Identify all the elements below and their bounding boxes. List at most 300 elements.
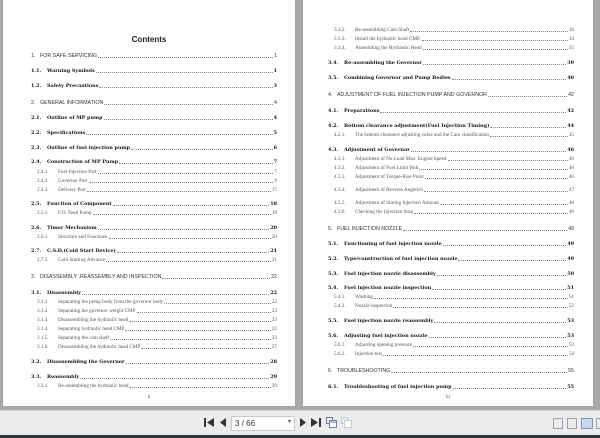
- toc-entry-title: Re-assembling the hydraulic head: [58, 383, 129, 389]
- toc-entry-number: 2.3.: [31, 145, 42, 151]
- dot-leader: [126, 362, 270, 364]
- toc-entry-section[interactable]: [31, 68, 277, 74]
- toc-entry-page: 1: [274, 53, 277, 59]
- page-number-select[interactable]: [231, 416, 295, 431]
- toc-entry-number: 3.1.3.: [37, 317, 49, 323]
- dot-leader: [490, 126, 566, 128]
- toc-entry-page: 28: [270, 359, 277, 365]
- toc-entry-title: Reassembly: [47, 374, 80, 380]
- dot-leader: [119, 162, 272, 164]
- dot-leader: [380, 111, 566, 113]
- toc-entry-page: 20: [271, 234, 277, 240]
- toc-entry-sub[interactable]: [328, 200, 574, 206]
- dot-leader: [137, 311, 271, 313]
- toc-entry-title: FOR SAFE SERVICING: [40, 53, 98, 59]
- dot-leader: [98, 56, 273, 58]
- toc-entry-number: 5.1.: [328, 241, 339, 247]
- toc-entry-title: Checking the Injection Stop: [355, 209, 414, 215]
- toc-entry-page: 53: [567, 318, 574, 324]
- toc-entry-sub[interactable]: [328, 165, 574, 171]
- page-number-footer: ii: [147, 395, 151, 400]
- dot-leader: [437, 274, 567, 276]
- toc-entry-section[interactable]: [328, 271, 574, 277]
- toc-entry-number: 5.3.: [328, 271, 339, 277]
- toc-entry-number: 4.2.1.: [334, 132, 346, 138]
- toc-entry-number: 6.: [328, 368, 333, 374]
- dot-leader: [423, 48, 568, 50]
- toc-entry-title: The bottom clearance adjusting value and the Cam classification: [355, 132, 489, 138]
- dot-leader: [423, 63, 566, 65]
- go-forward-view-button[interactable]: [340, 417, 352, 431]
- toc-entry-page: 48: [568, 209, 574, 215]
- dot-leader: [422, 39, 568, 41]
- toc-entry-title: Combining Governor and Pump Bodies: [344, 75, 451, 81]
- dot-leader: [374, 297, 568, 299]
- dot-leader: [141, 347, 270, 349]
- forward-view-icon: [341, 417, 352, 431]
- single-page-view-button[interactable]: [553, 418, 563, 429]
- toc-entry-page: 42: [567, 108, 574, 114]
- first-page-button[interactable]: [203, 417, 215, 431]
- toc-entry-number: 4.3.6.: [334, 209, 346, 215]
- toc-entry-number: 5.6.1.: [334, 342, 346, 348]
- toc-entry-sub[interactable]: [31, 210, 277, 216]
- toc-entry-title: Adjustment of Fuel Limit Bolt: [355, 165, 419, 171]
- toc-entry-page: 30: [568, 27, 574, 33]
- toc-entry-page: 51: [567, 285, 574, 291]
- toc-entry-number: 4.3.4.: [334, 187, 346, 193]
- toc-entry-title: Nozzle inspection: [355, 303, 393, 309]
- toc-entry-number: 3.3.: [31, 374, 42, 380]
- toc-entry-page: 22: [270, 290, 277, 296]
- toc-entry-sub[interactable]: [328, 342, 574, 348]
- toc-entry-title: Outline of MP pump: [47, 115, 103, 121]
- page-number-value: 3 / 66: [235, 419, 256, 428]
- go-back-view-button[interactable]: [325, 417, 337, 431]
- toc-entry-number: 5.4.1.: [334, 294, 346, 300]
- toc-entry-section[interactable]: [328, 285, 574, 291]
- dot-leader: [96, 71, 273, 73]
- toc-entry-title: Disassembling the hydraulic head CMP: [58, 344, 141, 350]
- dot-leader: [414, 212, 568, 214]
- toc-entry-section[interactable]: [328, 75, 574, 81]
- toc-entry-sub[interactable]: [328, 294, 574, 300]
- toc-entry-title: Timer Mechanism: [47, 225, 97, 231]
- toc-entry-page: 55: [567, 384, 574, 390]
- toc-entry-title: Separating the pump body from the governor body: [58, 299, 164, 305]
- toc-entry-section[interactable]: [31, 225, 277, 231]
- toc-entry-title: Separating the governor weight CMP: [58, 308, 136, 314]
- toc-entry-section[interactable]: [31, 159, 277, 165]
- toc-entry-chapter[interactable]: [31, 100, 277, 106]
- toc-entry-number: 5.2.: [328, 256, 339, 262]
- dot-leader: [432, 288, 566, 290]
- toc-entry-title: Assembling the Hydraulic Head: [355, 45, 422, 51]
- back-view-icon: [326, 417, 337, 431]
- toc-entry-number: 2.4.: [31, 159, 42, 165]
- toc-entry-number: 2.4.2.: [37, 178, 49, 184]
- toc-entry-sub[interactable]: [31, 257, 277, 263]
- toc-entry-number: 4.2.: [328, 123, 339, 129]
- toc-entry-page: 18: [270, 201, 277, 207]
- dot-leader: [110, 338, 271, 340]
- toc-entry-section[interactable]: [31, 83, 277, 89]
- next-page-icon: [300, 418, 306, 430]
- toc-entry-page: 21: [270, 248, 277, 254]
- toc-entry-sub[interactable]: [31, 326, 277, 332]
- toc-entry-section[interactable]: [328, 123, 574, 129]
- toc-entry-page: 29: [271, 383, 277, 389]
- toc-entry-page: 4: [274, 100, 277, 106]
- dot-leader: [411, 150, 566, 152]
- toc-entry-title: Adjustment of Reverse Angleich: [355, 187, 423, 193]
- toc-entry-sub[interactable]: [328, 36, 574, 42]
- toc-entry-page: 54: [568, 351, 574, 357]
- toc-entry-sub[interactable]: [328, 303, 574, 309]
- toc-entry-title: Re-assembling the Governor: [344, 60, 422, 66]
- toc-entry-page: 49: [568, 226, 574, 232]
- dot-leader: [86, 133, 272, 135]
- toc-entry-page: 53: [568, 342, 574, 348]
- dot-leader: [98, 228, 270, 230]
- toc-entry-number: 3.: [31, 274, 36, 280]
- toc-entry-title: Troubleshooting of fuel injection pump: [344, 384, 452, 390]
- toc-entry-page: 49: [567, 256, 574, 262]
- toc-entry-section[interactable]: [31, 201, 277, 207]
- toc-entry-page: 48: [568, 200, 574, 206]
- toc-entry-section[interactable]: [328, 333, 574, 339]
- viewer-toolbar: [0, 410, 600, 438]
- toc-entry-title: ADJUSTMENT OF FUEL INJECTION PUMP AND GOVERNOR: [337, 92, 487, 98]
- toc-entry-page: 1: [273, 68, 277, 74]
- toc-entry-sub[interactable]: [31, 234, 277, 240]
- dot-leader: [129, 320, 271, 322]
- toc-entry-page: 52: [568, 303, 574, 309]
- toc-entry-number: 4.3.3.: [334, 174, 346, 180]
- dot-leader: [99, 86, 272, 88]
- toc-entry-chapter[interactable]: [328, 368, 574, 374]
- toc-entry-number: 3.1.: [31, 290, 42, 296]
- toc-entry-page: 27: [271, 344, 277, 350]
- toc-entry-title: Function of Component: [47, 201, 112, 207]
- dot-leader: [82, 293, 269, 295]
- page-title: Contents: [131, 35, 167, 44]
- dot-leader: [419, 168, 567, 170]
- toc-entry-section[interactable]: [328, 384, 574, 390]
- dot-leader: [424, 190, 568, 192]
- toc-entry-number: 3.4.: [328, 60, 339, 66]
- toc-entry-title: Fuel Injection Part: [58, 169, 97, 175]
- first-page-icon: [204, 418, 214, 430]
- dot-leader: [383, 354, 568, 356]
- toc-entry-title: Bottom clearance adjustment(Fuel Injection Timing): [344, 123, 490, 129]
- toc-entry-sub[interactable]: [31, 383, 277, 389]
- page-ii: [3, 0, 295, 406]
- dot-leader: [443, 244, 567, 246]
- toc-entry-title: Adjustment of Torque-Rise Point: [355, 174, 424, 180]
- toc-entry-chapter[interactable]: [328, 226, 574, 232]
- toc-entry-number: 4.3.5.: [334, 200, 346, 206]
- toc-entry-page: 21: [271, 257, 277, 263]
- toc-entry-title: Fuel injection nozzle inspection: [344, 285, 432, 291]
- toc-entry-number: 2.5.1.: [37, 210, 49, 216]
- toc-entry-section[interactable]: [31, 145, 277, 151]
- toc-entry-number: 4.: [328, 92, 333, 98]
- toc-entry-page: 51: [568, 294, 574, 300]
- toc-entry-sub[interactable]: [31, 187, 277, 193]
- toc-entry-number: 5.6.: [328, 333, 339, 339]
- next-page-button[interactable]: [298, 417, 308, 431]
- toc-entry-sub[interactable]: [328, 27, 574, 33]
- toc-entry-number: 5.6.2.: [334, 351, 346, 357]
- toc-entry-title: Injection test: [355, 351, 382, 357]
- toc-entry-title: Separating hydraulic head CMP: [58, 326, 125, 332]
- toc-entry-section[interactable]: [328, 147, 574, 153]
- dot-leader: [452, 78, 567, 80]
- toc-entry-number: 2.6.: [31, 225, 42, 231]
- dot-leader: [89, 181, 274, 183]
- toc-entry-section[interactable]: [328, 241, 574, 247]
- toc-entry-title: GENERAL INFORMATION: [40, 100, 104, 106]
- toc-entry-title: Separating the cam shaft: [58, 335, 110, 341]
- toc-entry-number: 3.5.: [328, 75, 339, 81]
- last-page-button[interactable]: [310, 417, 322, 431]
- toc-entry-chapter[interactable]: [31, 274, 277, 280]
- toc-entry-number: 2.7.1.: [37, 257, 49, 263]
- dot-leader: [440, 203, 568, 205]
- toc-entry-number: 3.3.4.: [334, 45, 346, 51]
- toc-entry-number: 2.7.: [31, 248, 42, 254]
- toc-entry-title: Specifications: [47, 130, 86, 136]
- toc-entry-title: C.S.D.(Cold Start Device): [47, 248, 116, 254]
- toc-entry-page: 44: [567, 123, 574, 129]
- toc-entry-chapter[interactable]: [31, 53, 277, 59]
- dot-leader: [117, 251, 269, 253]
- toc-entry-section[interactable]: [31, 248, 277, 254]
- toc-entry-section[interactable]: [328, 108, 574, 114]
- toc-entry-number: 3.1.2.: [37, 308, 49, 314]
- toc-entry-number: 3.2.: [31, 359, 42, 365]
- toc-entry-page: 55: [568, 368, 574, 374]
- previous-page-button[interactable]: [218, 417, 228, 431]
- toc-entry-title: Fuel injection nozzle reassembly: [344, 318, 434, 324]
- toc-entry-sub[interactable]: [31, 308, 277, 314]
- dot-leader: [403, 229, 567, 231]
- dot-leader: [458, 259, 566, 261]
- toc-entry-page: 29: [270, 374, 277, 380]
- toc-entry-page: 23: [271, 308, 277, 314]
- toc-entry-number: 5.4.2.: [334, 303, 346, 309]
- toc-entry-page: 47: [568, 187, 574, 193]
- toc-entry-page: 46: [568, 156, 574, 162]
- toc-entry-title: Adjustment of Governor: [344, 147, 410, 153]
- dot-leader: [164, 302, 270, 304]
- toc-entry-number: 4.3.2.: [334, 165, 346, 171]
- toc-entry-page: 50: [567, 271, 574, 277]
- toc-entry-page: 20: [270, 225, 277, 231]
- dot-leader: [410, 30, 568, 32]
- toc-entry-page: 22: [271, 274, 277, 280]
- toc-entry-page: 8: [274, 178, 277, 184]
- toc-entry-section[interactable]: [31, 359, 277, 365]
- toc-entry-sub[interactable]: [31, 335, 277, 341]
- toc-entry-sub[interactable]: [31, 317, 277, 323]
- toc-entry-title: Governor Part: [58, 178, 88, 184]
- toc-entry-title: Adjusting opening pressure: [355, 342, 413, 348]
- dot-leader: [434, 321, 566, 323]
- toc-entry-section[interactable]: [328, 60, 574, 66]
- dot-leader: [98, 172, 274, 174]
- toc-entry-page: 46: [568, 174, 574, 180]
- toc-entry-page: 22: [271, 299, 277, 305]
- toc-entry-page: 7: [273, 159, 277, 165]
- toc-entry-title: Disassembling the Governor: [47, 359, 125, 365]
- toc-entry-section[interactable]: [328, 256, 574, 262]
- dot-leader: [125, 329, 270, 331]
- toc-entry-title: Disassembly: [47, 290, 81, 296]
- toc-entry-page: 17: [271, 187, 277, 193]
- toc-entry-section[interactable]: [31, 290, 277, 296]
- toc-entry-number: 3.1.5.: [37, 335, 49, 341]
- toc-entry-page: 23: [271, 317, 277, 323]
- toc-entry-number: 2.: [31, 100, 36, 106]
- toc-entry-sub[interactable]: [328, 209, 574, 215]
- dot-leader: [429, 336, 567, 338]
- toc-entry-sub[interactable]: [328, 156, 574, 162]
- toc-entry-page: 49: [567, 241, 574, 247]
- dot-leader: [129, 386, 270, 388]
- toc-entry-page: 40: [567, 75, 574, 81]
- toc-entry-number: 2.2.: [31, 130, 42, 136]
- toc-entry-title: Safety Precautions: [47, 83, 99, 89]
- toc-entry-section[interactable]: [31, 374, 277, 380]
- toc-entry-title: Adjustment of Staring Injection Amount: [355, 200, 439, 206]
- toc-entry-page: 34: [568, 36, 574, 42]
- toc-entry-page: 53: [567, 333, 574, 339]
- dot-leader: [490, 135, 568, 137]
- toc-entry-number: 6.1.: [328, 384, 339, 390]
- dot-leader: [87, 190, 271, 192]
- dot-leader: [131, 148, 273, 150]
- toc-entry-title: Construction of MP Pump: [47, 159, 119, 165]
- page-iii: [303, 0, 593, 406]
- dot-leader: [93, 213, 271, 215]
- dot-leader: [425, 177, 568, 179]
- toc-entry-title: Delivery Part: [58, 187, 86, 193]
- toc-entry-number: 2.4.1.: [37, 169, 49, 175]
- toc-entry-number: 3.1.4.: [37, 326, 49, 332]
- toc-entry-sub[interactable]: [328, 351, 574, 357]
- toc-entry-sub[interactable]: [328, 187, 574, 193]
- toc-entry-sub[interactable]: [328, 45, 574, 51]
- page-number-footer: iii: [445, 395, 451, 400]
- toc-entry-title: Washing: [355, 294, 374, 300]
- dot-leader: [453, 387, 567, 389]
- dot-leader: [162, 277, 270, 279]
- toc-entry-number: 1.: [31, 53, 36, 59]
- toc-entry-title: Adjusting fuel injection nozzle: [344, 333, 428, 339]
- chevron-down-icon[interactable]: ▾: [287, 419, 291, 425]
- dot-leader: [80, 377, 269, 379]
- dot-leader: [413, 345, 568, 347]
- toc-entry-page: 42: [568, 92, 574, 98]
- toc-entry-sub[interactable]: [31, 344, 277, 350]
- toc-entry-page: 5: [273, 130, 277, 136]
- toc-entry-sub[interactable]: [31, 169, 277, 175]
- dot-leader: [393, 306, 568, 308]
- toc-entry-number: 1.2.: [31, 83, 42, 89]
- toc-entry-title: Preparations: [344, 108, 380, 114]
- toc-entry-number: 5.: [328, 226, 333, 232]
- toc-entry-number: 4.1.: [328, 108, 339, 114]
- previous-page-icon: [220, 418, 226, 430]
- toc-entry-page: 4: [273, 115, 277, 121]
- toc-entry-title: TROUBLESHOOTING: [337, 368, 391, 374]
- dot-leader: [106, 260, 271, 262]
- toc-entry-title: Fuel injection nozzle disassembly: [344, 271, 436, 277]
- toc-entry-number: 3.3.3.: [334, 36, 346, 42]
- toc-entry-title: Type/construction of fuel injection nozzle: [344, 256, 458, 262]
- toc-entry-title: F.O. Feed Pump: [58, 210, 92, 216]
- dot-leader: [448, 159, 568, 161]
- toc-entry-number: 3.3.1.: [37, 383, 49, 389]
- toc-entry-chapter[interactable]: [328, 92, 574, 98]
- last-page-icon: [311, 418, 321, 430]
- toc-entry-sub[interactable]: [31, 178, 277, 184]
- continuous-view-button[interactable]: [567, 418, 577, 429]
- toc-entry-page: 45: [568, 132, 574, 138]
- dot-leader: [109, 237, 271, 239]
- toc-entry-page: 23: [271, 335, 277, 341]
- toc-entry-page: 46: [567, 147, 574, 153]
- toc-entry-sub[interactable]: [31, 299, 277, 305]
- toc-entry-page: 23: [271, 326, 277, 332]
- toc-entry-section[interactable]: [328, 318, 574, 324]
- toc-entry-page: 39: [567, 60, 574, 66]
- toc-entry-number: 4.3.: [328, 147, 339, 153]
- dot-leader: [488, 95, 567, 97]
- toc-entry-page: 6: [273, 145, 277, 151]
- toc-entry-page: 7: [274, 169, 277, 175]
- toc-entry-title: Install the hydraulic head CMP.: [355, 36, 421, 42]
- toc-entry-number: 3.1.1.: [37, 299, 49, 305]
- toc-entry-sub[interactable]: [328, 174, 574, 180]
- dot-leader: [391, 371, 567, 373]
- toc-entry-page: 3: [273, 83, 277, 89]
- toc-entry-title: Re-assembling Cam Shaft: [355, 27, 410, 33]
- toc-entry-number: 3.3.2.: [334, 27, 346, 33]
- toc-entry-section[interactable]: [31, 115, 277, 121]
- toc-entry-title: Warning Symbols: [47, 68, 95, 74]
- dot-leader: [104, 103, 273, 105]
- toc-entry-page: 18: [271, 210, 277, 216]
- toc-entry-number: 1.1.: [31, 68, 42, 74]
- toc-entry-page: 35: [568, 45, 574, 51]
- toc-entry-number: 2.1.: [31, 115, 42, 121]
- facing-pages-view-button[interactable]: [581, 418, 593, 429]
- toc-entry-title: DISASSEMBLY ,REASSEMBLY AND INSPECTION: [40, 274, 162, 280]
- toc-entry-title: Disassembling the hydraulic head: [58, 317, 129, 323]
- toc-entry-number: 5.4.: [328, 285, 339, 291]
- toc-entry-number: 2.5.: [31, 201, 42, 207]
- toc-entry-title: FUEL INJECTION NOZZLE: [337, 226, 403, 232]
- dot-leader: [104, 118, 273, 120]
- continuous-facing-view-button[interactable]: [596, 418, 600, 429]
- toc-entry-sub[interactable]: [328, 132, 574, 138]
- toc-entry-number: 4.3.1.: [334, 156, 346, 162]
- toc-entry-section[interactable]: [31, 130, 277, 136]
- toc-entry-title: Functioning of fuel injection nozzle: [344, 241, 442, 247]
